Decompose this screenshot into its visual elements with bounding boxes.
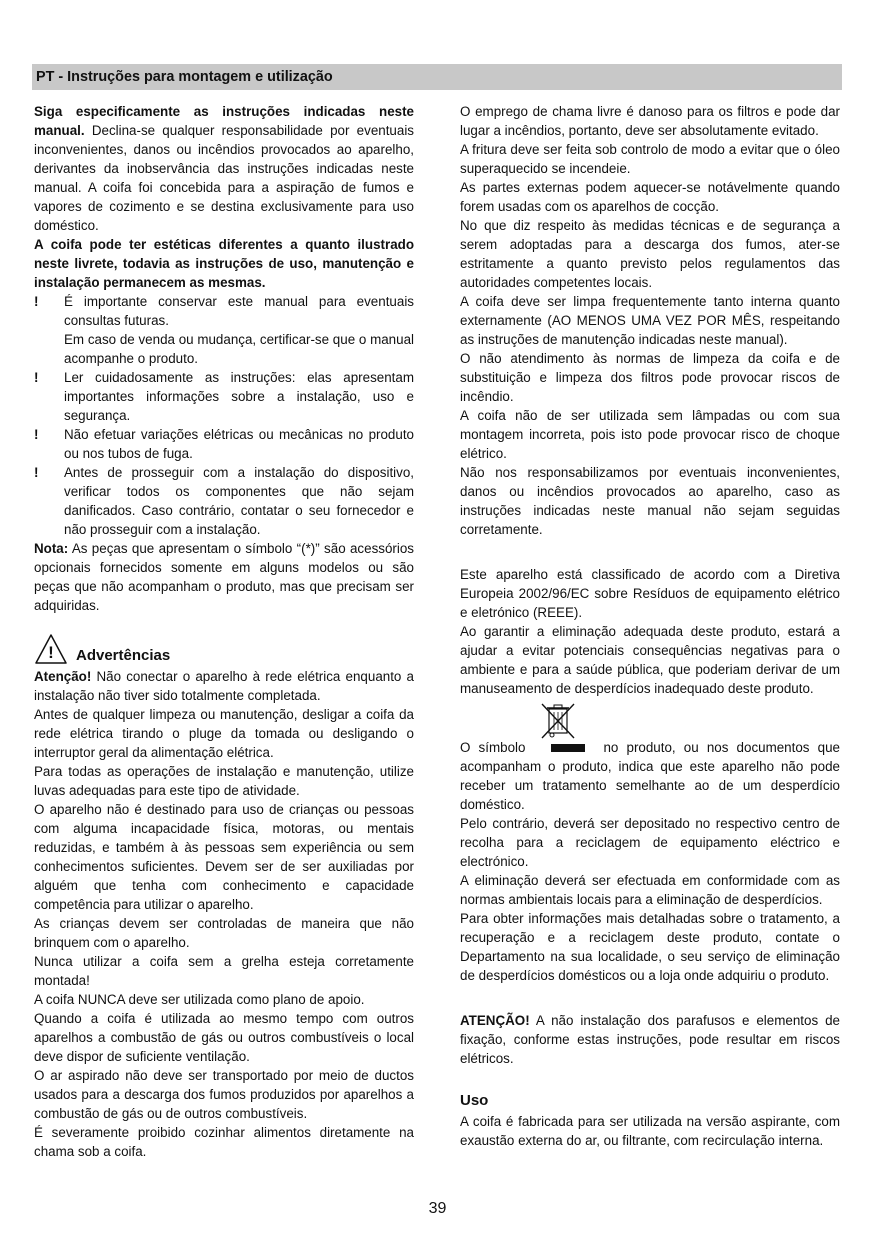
- safety-paragraph: Não nos responsabilizamos por eventuais inconvenientes, danos ou incêndios provocados ao aparelho, caso as instruções indicadas neste manual não sejam seguidas corretamente.: [460, 465, 840, 537]
- disposal-paragraph: Para obter informações mais detalhadas sobre o tratamento, a recuperação e a reciclagem deste produto, contate o Departamento na sua localidade, o seu serviço de eliminação de desperdícios domésticos ou a loja onde adquiriu o produto.: [460, 911, 840, 983]
- crossed-bin-icon: [538, 700, 578, 740]
- warning-triangle-icon: [34, 633, 68, 665]
- exclamation-icon: !: [34, 427, 39, 442]
- attention-text: Não conectar o aparelho à rede elétrica enquanto a instalação não tiver sido totalmente completada.: [34, 669, 414, 703]
- symbol-text-after: no produto, ou nos documentos que acompanham o produto, indica que este aparelho não pode receber um tratamento semelhante ao de um desperdício doméstico.: [460, 740, 840, 812]
- intro-text: Declina-se qualquer responsabilidade por eventuais inconvenientes, danos ou incêndios provocados ao aparelho, derivantes da inobservância das instruções indicadas neste manual. A coifa foi concebida para a aspiração de fumos e vapores de cozimento e se destina exclusivamente para uso doméstico.: [34, 123, 414, 233]
- uso-heading: Uso: [460, 1092, 489, 1109]
- warning-paragraph: Para todas as operações de instalação e manutenção, utilize luvas adequadas para este tipo de atividade.: [34, 764, 414, 798]
- bullet-item: [34, 463, 414, 539]
- page-number: 39: [428, 1200, 447, 1217]
- safety-paragraph: O emprego de chama livre é danoso para os filtros e pode dar lugar a incêndios, portanto, deve ser absolutamente evitado.: [460, 104, 840, 138]
- warning-paragraph: Quando a coifa é utilizada ao mesmo tempo com outros aparelhos a combustão de gás ou outros combustíveis o local deve dispor de suficiente ventilação.: [34, 1011, 414, 1064]
- warning-paragraph: O ar aspirado não deve ser transportado por meio de ductos usados para a descarga dos fumos produzidos por aparelhos a combustão de gás ou de outros combustíveis.: [34, 1068, 414, 1121]
- safety-bullets: [34, 292, 414, 539]
- uso-paragraph: A coifa é fabricada para ser utilizada na versão aspirante, com exaustão externa do ar, ou filtrante, com recirculação interna.: [460, 1114, 840, 1148]
- aesthetic-notice: A coifa pode ter estéticas diferentes a quanto ilustrado neste livrete, todavia as instruções de uso, manutenção e instalação permanecem as mesmas.: [34, 237, 414, 290]
- warnings-title: Advertências: [76, 646, 171, 664]
- disposal-paragraph: Pelo contrário, deverá ser depositado no respectivo centro de recolha para a reciclagem de equipamento eléctrico e electrónico.: [460, 816, 840, 869]
- spacer: [460, 539, 840, 565]
- warnings-heading: [34, 631, 414, 667]
- bullet-subtext: Em caso de venda ou mudança, certificar-se que o manual acompanhe o produto.: [64, 332, 414, 366]
- weee-symbol-row: [460, 698, 840, 738]
- warning-paragraph: As crianças devem ser controladas de maneira que não brinquem com o aparelho.: [34, 916, 414, 950]
- warning-paragraph: É severamente proibido cozinhar alimentos diretamente na chama sob a coifa.: [34, 1125, 414, 1159]
- bullet-text: Ler cuidadosamente as instruções: elas apresentam importantes informações sobre a instalação, uso e segurança.: [64, 370, 414, 423]
- exclamation-icon: !: [34, 370, 39, 385]
- safety-paragraph: As partes externas podem aquecer-se notávelmente quando forem usadas com os aparelhos de cocção.: [460, 180, 840, 214]
- bin-underline-icon: [551, 744, 585, 752]
- exclamation-icon: !: [34, 294, 39, 309]
- spacer: [460, 985, 840, 1011]
- note-text: As peças que apresentam o símbolo “(*)” são acessórios opcionais fornecidos somente em alguns modelos ou são peças que não acompanham o produto, mas que precisam ser adquiridas.: [34, 541, 414, 613]
- intro-paragraph: [34, 102, 414, 235]
- attention-paragraph: [34, 667, 414, 705]
- left-column: [34, 102, 414, 1161]
- safety-paragraph: A coifa não de ser utilizada sem lâmpadas ou com sua montagem incorreta, pois isto pode provocar risco de choque elétrico.: [460, 408, 840, 461]
- safety-paragraph: O não atendimento às normas de limpeza da coifa e de substituição e limpeza dos filtros pode provocar riscos de incêndio.: [460, 351, 840, 404]
- atencao-text: A não instalação dos parafusos e elementos de fixação, conforme estas instruções, pode resultar em riscos elétricos.: [460, 1013, 840, 1066]
- bullet-text: É importante conservar este manual para eventuais consultas futuras.: [64, 294, 414, 328]
- safety-paragraph: No que diz respeito às medidas técnicas e de segurança a serem adoptadas para a descarga dos fumos, ater-se estritamente a quanto previsto pelos regulamentos das autoridades competentes locais.: [460, 218, 840, 290]
- bullet-text: Antes de prosseguir com a instalação do dispositivo, verificar todos os componentes que não sejam danificados. Caso contrário, contatar o seu fornecedor e não prosseguir com a instalação.: [64, 465, 414, 537]
- attention-label: Atenção!: [34, 669, 92, 684]
- right-column: [460, 102, 840, 1150]
- symbol-paragraph: [460, 738, 840, 814]
- warning-paragraph: O aparelho não é destinado para uso de crianças ou pessoas com alguma incapacidade física, motoras, ou mentais reduzidas, e também à às pessoas sem experiência ou sem conhecimentos suficientes. Devem ser de ser auxiliadas por alguém que tenha com conhecimento e capacidade competência para utilizar o aparelho.: [34, 802, 414, 912]
- note-paragraph: [34, 539, 414, 615]
- symbol-text-before: O símbolo: [460, 740, 526, 755]
- bullet-item: [34, 368, 414, 425]
- weee-paragraph: Ao garantir a eliminação adequada deste produto, estará a ajudar a evitar potenciais consequências negativas para o ambiente e para a saúde pública, que poderiam derivar de um manuseamento de desperdícios inadequado deste produto.: [460, 624, 840, 696]
- weee-paragraph: Este aparelho está classificado de acordo com a Diretiva Europeia 2002/96/EC sobre Resíduos de equipamento elétrico e eletrónico (REEE).: [460, 567, 840, 620]
- bullet-item: [34, 425, 414, 463]
- bullet-text: Não efetuar variações elétricas ou mecânicas no produto ou nos tubos de fuga.: [64, 427, 414, 461]
- warning-paragraph: Nunca utilizar a coifa sem a grelha esteja corretamente montada!: [34, 954, 414, 988]
- bullet-item: [34, 292, 414, 330]
- safety-paragraph: A coifa deve ser limpa frequentemente tanto interna quanto externamente (AO MENOS UMA VEZ POR MÊS, respeitando as instruções de manutenção indicadas neste manual).: [460, 294, 840, 347]
- warning-paragraph: Antes de qualquer limpeza ou manutenção, desligar a coifa da rede elétrica tirando o pluge da tomada ou desligando o interruptor geral da alimentação elétrica.: [34, 707, 414, 760]
- svg-text:!: !: [48, 643, 54, 662]
- safety-paragraph: A fritura deve ser feita sob controlo de modo a evitar que o óleo superaquecido se incendeie.: [460, 142, 840, 176]
- exclamation-icon: !: [34, 465, 39, 480]
- intro-bold: Siga especificamente as instruções indicadas neste manual.: [34, 104, 414, 138]
- disposal-paragraph: A eliminação deverá ser efectuada em conformidade com as normas ambientais locais para a eliminação de desperdícios.: [460, 873, 840, 907]
- atencao-paragraph: [460, 1011, 840, 1068]
- warning-paragraph: A coifa NUNCA deve ser utilizada como plano de apoio.: [34, 992, 365, 1007]
- section-header: PT - Instruções para montagem e utilização: [32, 64, 842, 90]
- note-label: Nota:: [34, 541, 69, 556]
- atencao-label: ATENÇÃO!: [460, 1013, 530, 1028]
